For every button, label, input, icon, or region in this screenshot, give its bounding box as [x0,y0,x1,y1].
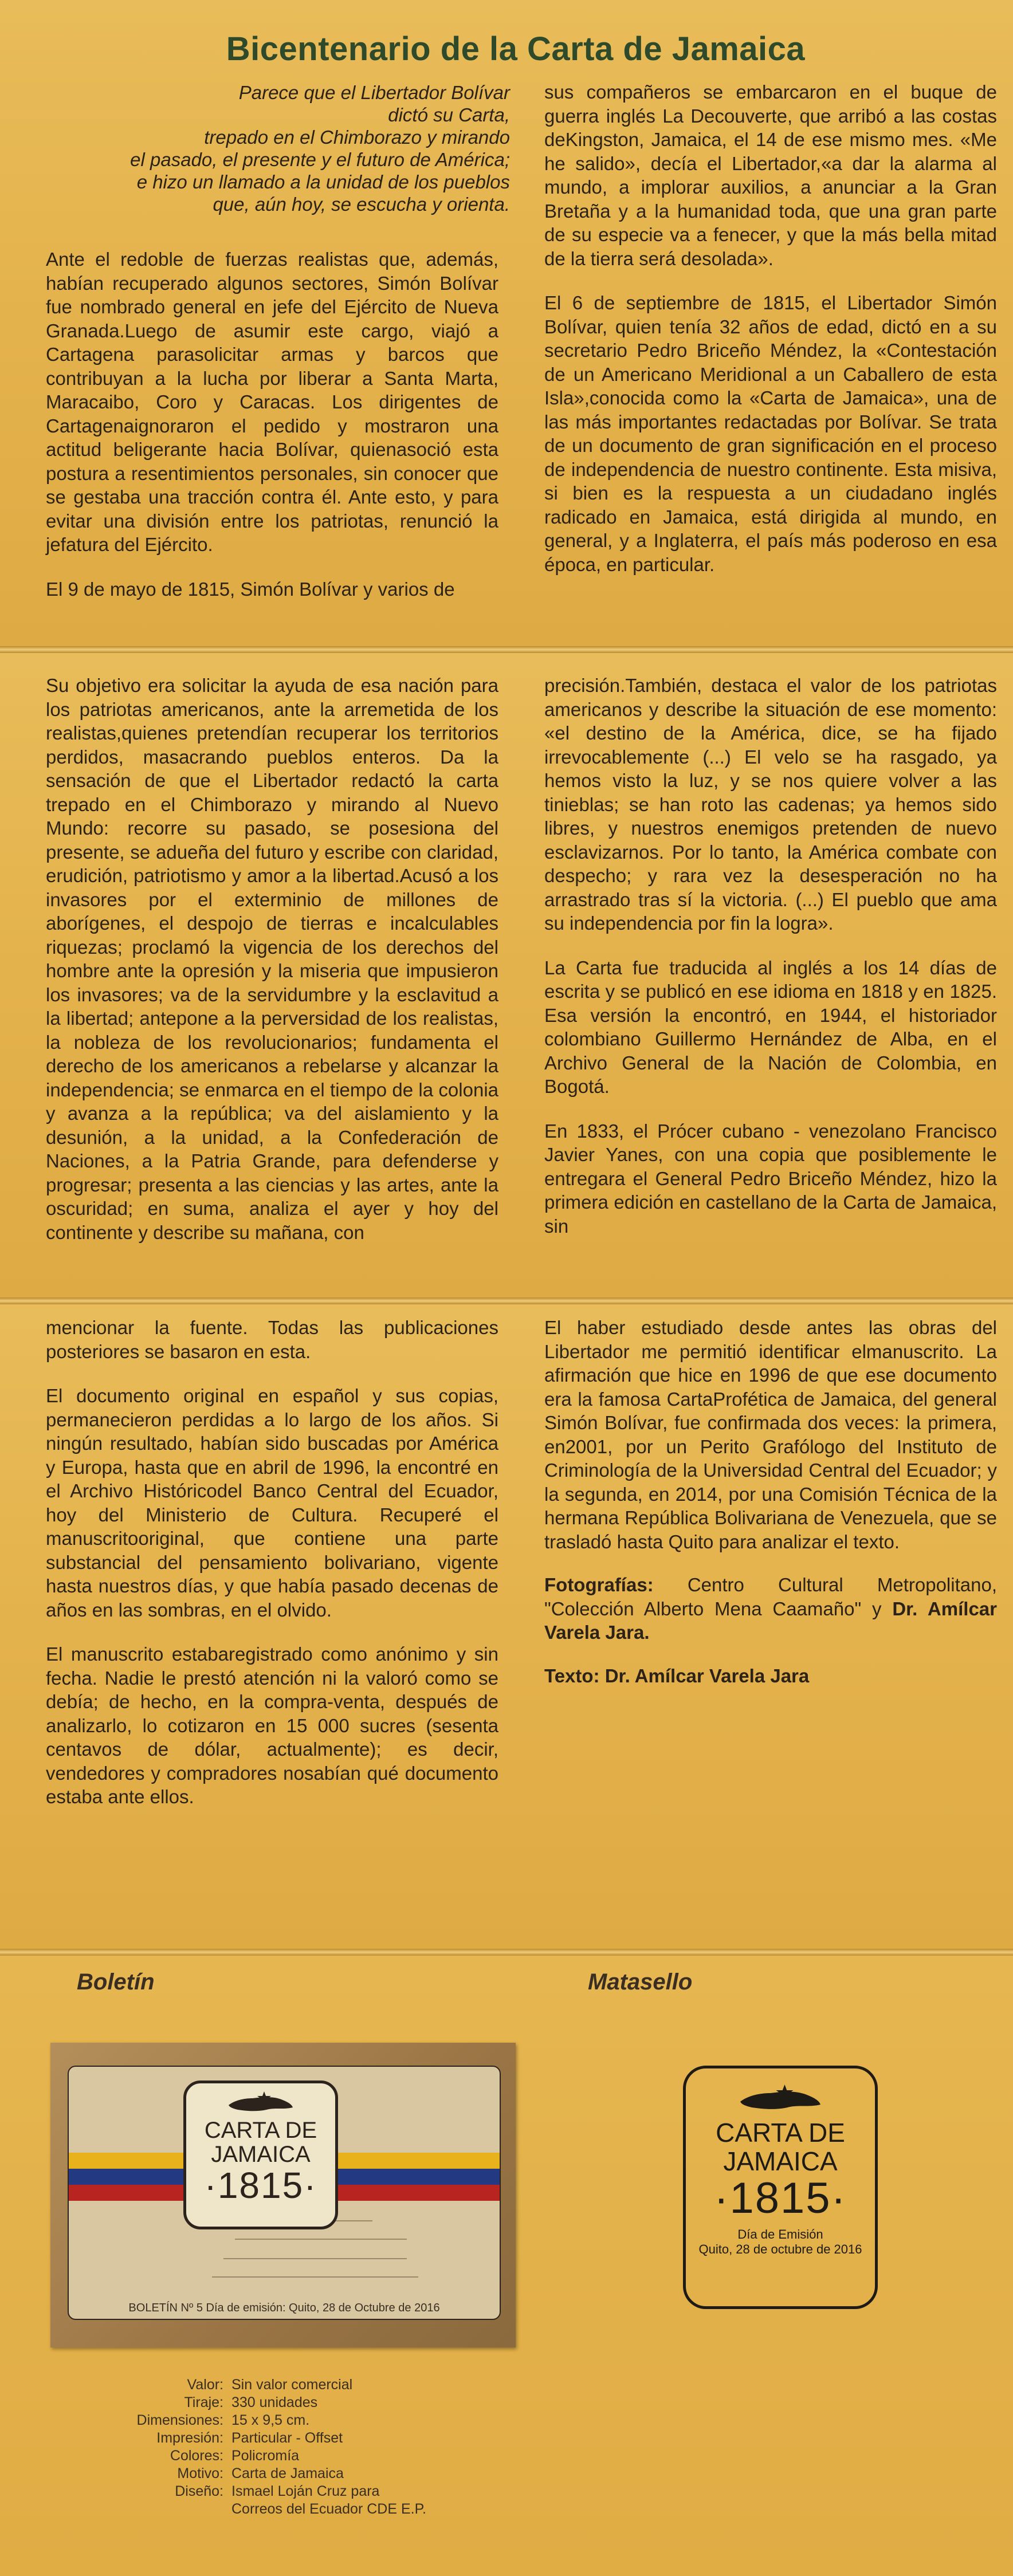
paragraph: El documento original en español y sus copias, permanecieron perdidas a lo largo de los años. Si ningún resultado, habían sido buscadas por América y Europa, hasta que en abril de 1996, la encontré en el Archivo Históricodel Banco Central del Ecuador, hoy del Ministerio de Cultura. Recuperé el manuscritooriginal, que contiene una parte substancial del pensamiento bolivariano, vigente hasta nuestros días, y que había pasado decenas de años en las sombras, en el olvido. [46,1385,498,1621]
spec-key: Diseño: [175,2483,223,2499]
paragraph: mencionar la fuente. Todas las publicaciones posteriores se basaron en esta. [46,1317,498,1362]
manuscript-line [212,2276,418,2278]
panel-1 [0,0,1013,646]
matasello-heading: Matasello [588,1969,693,1995]
postmark-line-1: CARTA DE [716,2118,845,2148]
spec-key: Dimensiones: [136,2412,223,2428]
panel-3-right-column [544,1316,997,1707]
paragraph: precisión.También, destaca el valor de los patriotas americanos y describe la situación de ese momento: «el destino de la América, dice, se ha fijado irrevocablemente (...) El velo se ha rasgado, ya hemos visto la luz, y se nos quiere volver a las tinieblas; se han roto las cadenas; ya hemos sido libres, y nuestros enemigos pretenden de nuevo esclavizarnos. Por lo tanto, la América combate con despecho; y rara vez la desesperación no ha arrastrado tras sí la victoria. (...) El pueblo que ama su independencia por fin la logra». [544,675,997,934]
epigraph-line: trepado en el Chimborazo y mirando [204,127,510,148]
spec-value: Ismael Loján Cruz para [231,2483,380,2499]
paragraph: sus compañeros se embarcaron en el buque de guerra inglés La Decouverte, que arribó a las costas deKingston, Jamaica, el 14 de ese mismo mes. «Me he salido», decía el Libertador,«a dar la alarma al mundo, a implorar auxilios, a anunciar a la Gran Bretaña y a la humanidad toda, que una gran parte de su especie va a fenecer, y que la más bella mitad de la tierra será desolada». [544,81,997,269]
epigraph-line: e hizo un llamado a la unidad de los pueblos [136,171,510,192]
paragraph: En 1833, el Prócer cubano - venezolano Francisco Javier Yanes, con una copia que posiblemente le entregara el General Pedro Briceño Méndez, hizo la primera edición en castellano de la Carta de Jamaica, sin [544,1120,997,1237]
text-credit: Texto: Dr. Amílcar Varela Jara [544,1665,810,1686]
boletin-caption: BOLETÍN Nº 5 Día de emisión: Quito, 28 de Octubre de 2016 [128,2302,440,2314]
spec-key [132,2500,231,2518]
boletin-card-face [68,2066,501,2320]
spec-key: Motivo: [177,2465,223,2481]
panel-1-right-column [544,80,997,597]
jamaica-map-icon [737,2082,823,2115]
paragraph: El 6 de septiembre de 1815, el Libertador Simón Bolívar, quien tenía 32 años de edad, dictó en a su secretario Pedro Briceño Méndez, la «Contestación de un Americano Meridional a un Caballero de esta Isla»,conocida como la «Carta de Jamaica», una de las más importantes redactadas por Bolívar. Se trata de un documento de gran significación en el proceso de independencia de nuestro continente. Esta misiva, si bien es la respuesta a un ciudadano inglés radicado en Jamaica, está dirigida al mundo, en general, y a Inglaterra, el país más poderoso en esa época, en particular. [544,292,997,575]
spec-row [132,2376,472,2394]
spec-row [132,2465,472,2483]
epigraph [86,81,510,215]
spec-value: Particular - Offset [231,2430,343,2446]
epigraph-line: el pasado, el presente y el futuro de América; [130,149,510,170]
epigraph-line: dictó su Carta, [388,104,510,125]
matasello-postmark [683,2066,878,2309]
panel-3-left-column [46,1316,498,1830]
logo-year: ·1815· [204,2165,317,2206]
logo-line-1: CARTA DE [204,2118,317,2143]
panel-2-right-column [544,674,997,1258]
fold-line [0,1949,1013,1956]
paragraph: Ante el redoble de fuerzas realistas que, además, habían recuperado algunos sectores, Simón Bolívar fue nombrado general en jefe del Ejército de Nueva Granada.Luego de asumir este cargo, viajó a Cartagena parasolicitar armas y barcos que contribuyan a la lucha por liberar a Santa Marta, Maracaibo, Coro y Caracas. Los dirigentes de Cartagenaignoraron el pedido y mostraron una actitud beligerante hacia Bolívar, quienasoció esta postura a resentimientos personales, sin conocer que se gestaba una tracción contra él. Ante esto, y para evitar una división entre los patriotas, renunció la jefatura del Ejército. [46,249,498,555]
jamaica-map-icon [226,2090,295,2115]
paragraph: El 9 de mayo de 1815, Simón Bolívar y varios de [46,578,455,600]
spec-row [132,2412,472,2429]
spec-row [132,2447,472,2465]
epigraph-line: Parece que el Libertador Bolívar [238,82,510,103]
carta-jamaica-logo [183,2081,338,2229]
spec-value: 330 unidades [231,2394,318,2410]
manuscript-line [235,2239,407,2240]
fold-line [0,646,1013,653]
paragraph: Su objetivo era solicitar la ayuda de esa nación para los patriotas americanos, ante la arremetida de los realistas,quienes pretendían recuperar los territorios perdidos, masacrando pueblos enteros. Da la sensación de que el Libertador redactó la carta trepado en el Chimborazo y mirando al Nuevo Mundo: recorre su pasado, se posesiona del presente, se adueña del futuro y escribe con claridad, erudición, patriotismo y amor a la libertad.Acusó a los invasores por el exterminio de millones de aborígenes, el despojo de tierras e incalculables riquezas; proclamó la vigencia de los derechos del hombre ante la opresión y la miseria que impusieron los invasores; va de la servidumbre y la esclavitud a la libertad; antepone a la perversidad de los realistas, la nobleza de los revolucionarios; fundamenta el derecho de los americanos a rebelarse y alcanzar la independencia; se enmarca en el tiempo de la colonia y avanza a la república; va del aislamiento y la desunión, a la unidad, a la Confederación de Naciones, a la Patria Grande, para defenderse y progresar; presenta a las ciencias y las artes, ante la oscuridad; en suma, analiza el ayer y hoy del continente y describe su mañana, con [46,675,498,1243]
photo-credits-label: Fotografías: [544,1574,654,1595]
spec-row [132,2394,472,2412]
spec-key: Impresión: [156,2430,223,2446]
spec-value: Correos del Ecuador CDE E.P. [231,2501,426,2517]
spec-value: 15 x 9,5 cm. [231,2412,310,2428]
panel-1-left-column [46,247,498,622]
photo-credits-author: Dr. Amílcar Varela Jara. [544,1598,997,1643]
page-title: Bicentenario de la Carta de Jamaica [226,30,806,68]
panel-3 [0,1304,1013,1949]
panel-2-left-column [46,674,498,1265]
logo-line-2: JAMAICA [211,2142,311,2167]
spec-key: Tiraje: [184,2394,223,2410]
boletin-card-image [50,2043,516,2347]
postmark-line-2: JAMAICA [723,2146,838,2176]
manuscript-line [223,2258,407,2259]
photo-credits-text: Centro Cultural Metropolitano, "Colección Alberto Mena Caamaño" y [544,1574,997,1619]
spec-value: Carta de Jamaica [231,2465,344,2481]
spec-row [132,2429,472,2447]
paragraph: El manuscrito estabaregistrado como anónimo y sin fecha. Nadie le prestó atención ni la valoró como se debía; de hecho, en la compra-venta, después de analizarlo, lo cotizaron en 15 000 sucres (sesenta centavos de dólar, actualmente); es decir, vendedores y compradores nosabían qué documento estaba ante ellos. [46,1643,498,1807]
epigraph-line: que, aún hoy, se escucha y orienta. [213,194,510,215]
spec-row [132,2483,472,2500]
postmark-year: ·1815· [714,2174,847,2223]
spec-value: Policromía [231,2448,300,2464]
panel-2 [0,653,1013,1297]
spec-key: Valor: [187,2377,223,2393]
boletin-heading: Boletín [77,1969,155,1995]
paragraph: La Carta fue traducida al inglés a los 14 días de escrita y se publicó en ese idioma en 1818 y en 1825. Esa versión la encontró, en 1944, el historiador colombiano Guillermo Hernández de Alba, en el Archivo General de la Nación de Colombia, en Bogotá. [544,957,997,1097]
postmark-day-label: Día de Emisión [737,2227,823,2241]
paragraph: El haber estudiado desde antes las obras del Libertador me permitió identificar elmanuscrito. La afirmación que hice en 1996 de que ese documento era la famosa CartaProfética de Jamaica, del general Simón Bolívar, fue confirmada dos veces: la primera, en2001, por un Perito Grafólogo del Instituto de Criminología de la Universidad Central del Ecuador; y la segunda, en 2014, por una Comisión Técnica de la hermana República Bolivariana de Venezuela, que se trasladó hasta Quito para analizar el texto. [544,1317,997,1552]
specs-list [132,2376,472,2518]
spec-row [132,2500,472,2518]
fold-line [0,1297,1013,1304]
spec-key: Colores: [170,2448,223,2464]
spec-value: Sin valor comercial [231,2377,353,2393]
photo-credits [544,1573,997,1645]
postmark-date: Quito, 28 de octubre de 2016 [698,2242,862,2256]
